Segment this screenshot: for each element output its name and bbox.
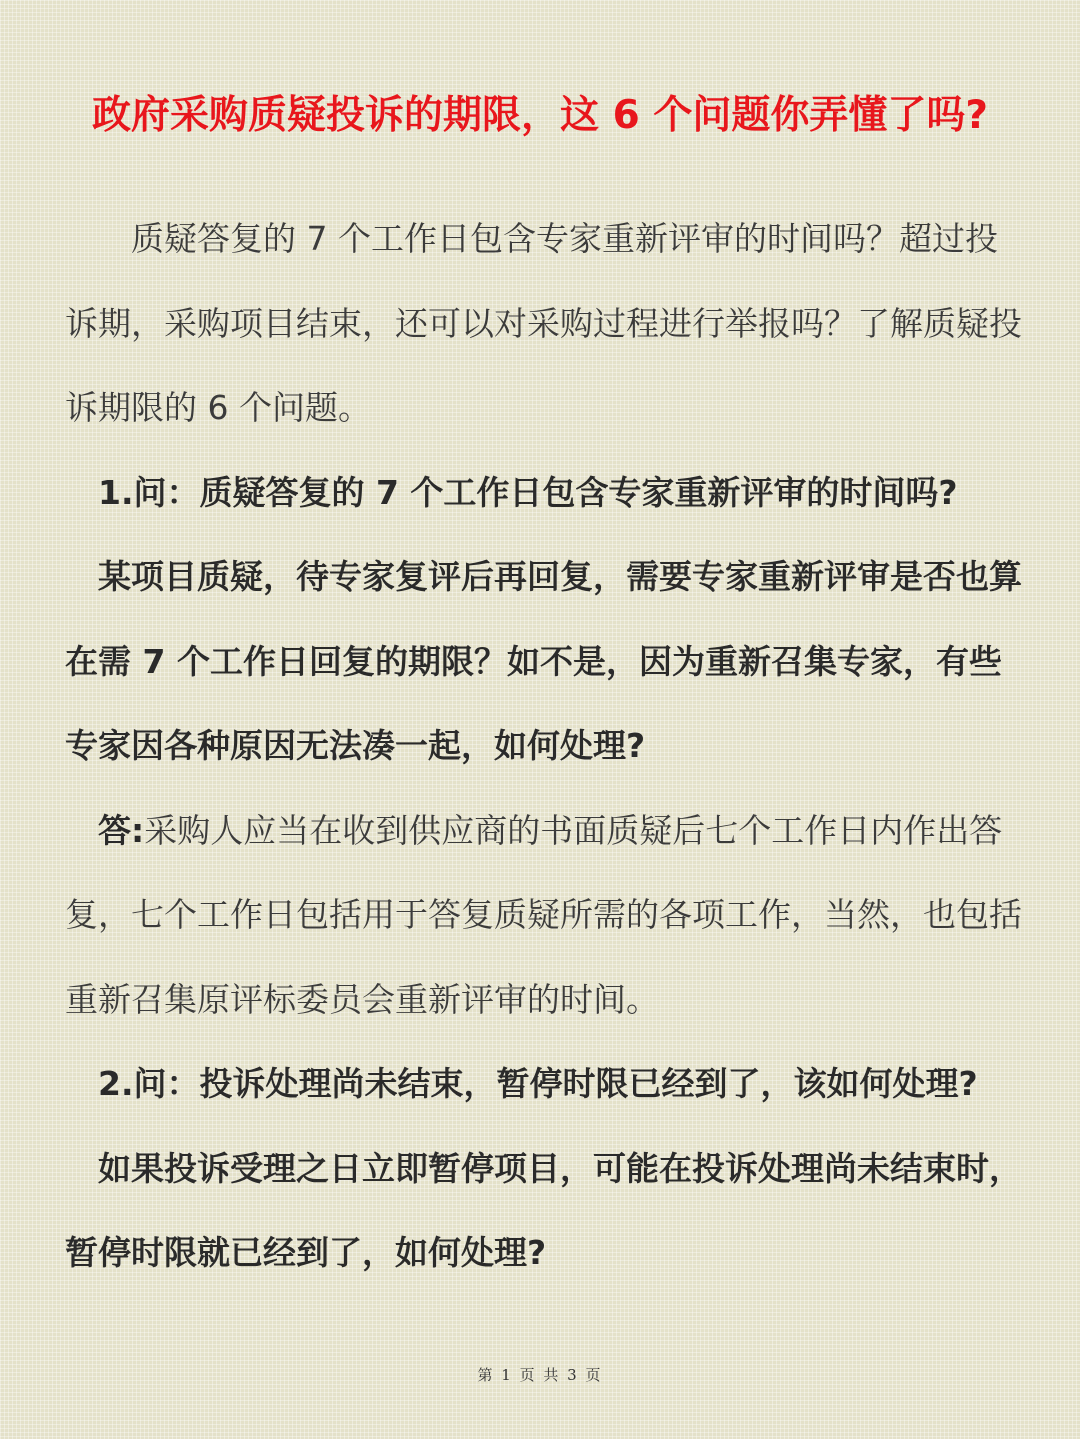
intro-paragraph: 质疑答复的 7 个工作日包含专家重新评审的时间吗？超过投诉期，采购项目结束，还可以对采购过程进行举报吗？了解质疑投诉期限的 6 个问题。 <box>65 219 1022 427</box>
answer-label: 答: <box>98 810 145 850</box>
question-1: 1.问：质疑答复的 7 个工作日包含专家重新评审的时间吗? <box>98 472 958 512</box>
answer-1-text: 采购人应当在收到供应商的书面质疑后七个工作日内作出答复，七个工作日包括用于答复质疑所需的各项工作，当然，也包括重新召集原评标委员会重新评审的时间。 <box>65 810 1022 1019</box>
answer-1 <box>65 789 1030 1043</box>
question-2: 2.问：投诉处理尚未结束，暂停时限已经到了，该如何处理? <box>98 1064 978 1103</box>
document-title: 政府采购质疑投诉的期限，这 6 个问题你弄懂了吗? <box>92 93 988 138</box>
document-body <box>65 197 1030 1296</box>
question-2-detail: 如果投诉受理之日立即暂停项目，可能在投诉处理尚未结束时，暂停时限就已经到了，如何处理? <box>65 1148 1022 1272</box>
page-footer: 第 1 页 共 3 页 <box>477 1366 603 1384</box>
question-1-detail: 某项目质疑，待专家复评后再回复，需要专家重新评审是否也算在需 7 个工作日回复的期限？如不是，因为重新召集专家，有些专家因各种原因无法凑一起，如何处理? <box>65 557 1022 765</box>
